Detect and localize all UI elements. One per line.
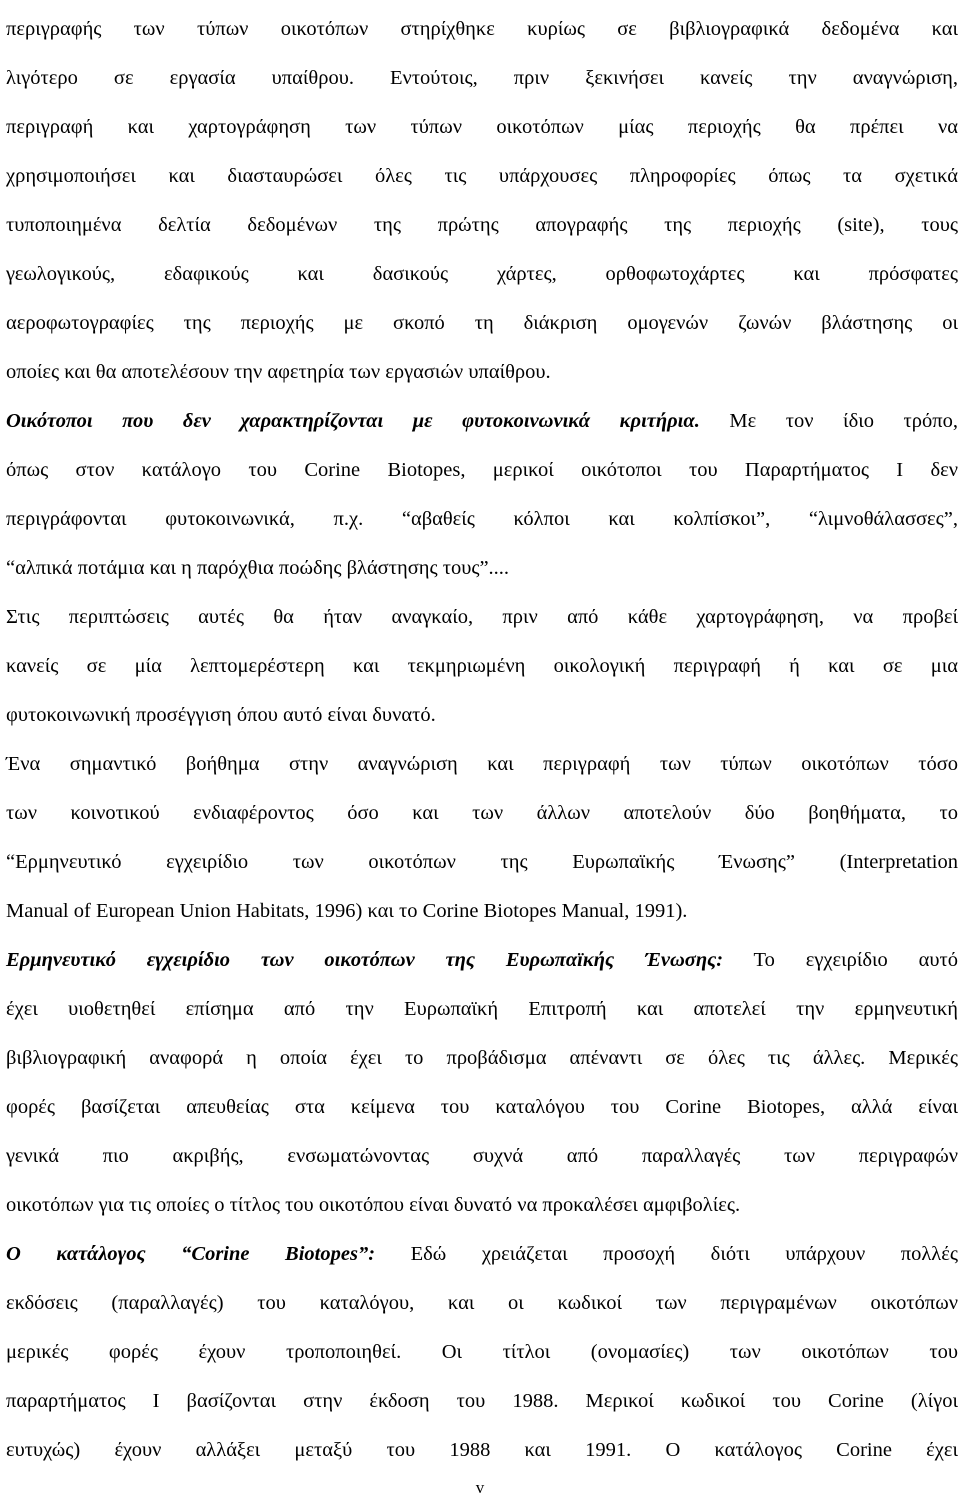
text-line: έχει υιοθετηθεί επίσημα από την Ευρωπαϊκή Επιτροπή και αποτελεί την ερμηνευτική bbox=[6, 998, 958, 1020]
text-line: περιγραφή και χαρτογράφηση των τύπων οικοτόπων μίας περιοχής θα πρέπει να bbox=[6, 116, 958, 138]
text-line: φορές βασίζεται απευθείας στα κείμενα του καταλόγου του Corine Biotopes, αλλά είναι bbox=[6, 1096, 958, 1118]
text-line: γεωλογικούς, εδαφικούς και δασικούς χάρτες, ορθοφωτοχάρτες και πρόσφατες bbox=[6, 263, 958, 285]
heading-continuation: Με τον ίδιο τρόπο, bbox=[699, 410, 958, 432]
text-line: “αλπικά ποτάμια και η παρόχθια ποώδης βλάστησης τους”.... bbox=[6, 557, 510, 579]
text-line: τυποποιημένα δελτία δεδομένων της πρώτης απογραφής της περιοχής (site), τους bbox=[6, 214, 958, 236]
section-heading-non-phyto: Οικότοποι που δεν χαρακτηρίζονται με φυτοκοινωνικά κριτήρια. bbox=[6, 410, 700, 432]
heading-continuation: Εδώ χρειάζεται προσοχή διότι υπάρχουν πολλές bbox=[375, 1243, 958, 1265]
heading-line bbox=[6, 1231, 958, 1277]
page-number: v bbox=[475, 1478, 485, 1497]
heading-line bbox=[6, 937, 958, 983]
text-line: λιγότερο σε εργασία υπαίθρου. Εντούτοις, πριν ξεκινήσει κανείς την αναγνώριση, bbox=[6, 67, 958, 89]
section-heading-manual: Ερμηνευτικό εγχειρίδιο των οικοτόπων της Ευρωπαϊκής Ένωσης: bbox=[6, 949, 724, 971]
text-line: οποίες και θα αποτελέσουν την αφετηρία των εργασιών υπαίθρου. bbox=[6, 361, 551, 383]
text-line: ευτυχώς) έχουν αλλάξει μεταξύ του 1988 και 1991. Ο κατάλογος Corine έχει bbox=[6, 1439, 958, 1461]
text-line: περιγραφής των τύπων οικοτόπων στηρίχθηκε κυρίως σε βιβλιογραφικά δεδομένα και bbox=[6, 18, 958, 40]
text-line: Ένα σημαντικό βοήθημα στην αναγνώριση και περιγραφή των τύπων οικοτόπων τόσο bbox=[6, 753, 958, 775]
text-line: γενικά πιο ακριβής, ενσωματώνοντας συχνά από παραλλαγές των περιγραφών bbox=[6, 1145, 958, 1167]
text-line: όπως στον κατάλογο του Corine Biotopes, μερικοί οικότοποι του Παραρτήματος Ι δεν bbox=[6, 459, 958, 481]
text-line: μερικές φορές έχουν τροποποιηθεί. Οι τίτλοι (ονομασίες) των οικοτόπων του bbox=[6, 1341, 958, 1363]
text-line: παραρτήματος Ι βασίζονται στην έκδοση του 1988. Μερικοί κωδικοί του Corine (λίγοι bbox=[6, 1390, 958, 1412]
text-line: περιγράφονται φυτοκοινωνικά, π.χ. “αβαθείς κόλποι και κολπίσκοι”, “λιμνοθάλασσες”, bbox=[6, 508, 958, 530]
text-line: Στις περιπτώσεις αυτές θα ήταν αναγκαίο, πριν από κάθε χαρτογράφηση, να προβεί bbox=[6, 606, 958, 628]
heading-continuation: Το εγχειρίδιο αυτό bbox=[723, 949, 958, 971]
text-line: οικοτόπων για τις οποίες ο τίτλος του οικοτόπου είναι δυνατό να προκαλέσει αμφιβολίες. bbox=[6, 1194, 741, 1216]
text-line: Manual of European Union Habitats, 1996) και το Corine Biotopes Manual, 1991). bbox=[6, 900, 688, 922]
text-line: “Ερμηνευτικό εγχειρίδιο των οικοτόπων της Ευρωπαϊκής Ένωσης” (Interpretation bbox=[6, 851, 958, 873]
section-heading-catalogue: Ο κατάλογος “Corine Biotopes”: bbox=[6, 1243, 376, 1265]
text-line: των κοινοτικού ενδιαφέροντος όσο και των άλλων αποτελούν δύο βοηθήματα, το bbox=[6, 802, 958, 824]
text-line: κανείς σε μία λεπτομερέστερη και τεκμηριωμένη οικολογική περιγραφή ή και σε μια bbox=[6, 655, 958, 677]
text-line: εκδόσεις (παραλλαγές) του καταλόγου, και οι κωδικοί των περιγραμένων οικοτόπων bbox=[6, 1292, 958, 1314]
text-line: χρησιμοποιήσει και διασταυρώσει όλες τις υπάρχουσες πληροφορίες όπως τα σχετικά bbox=[6, 165, 958, 187]
text-line: φυτοκοινωνική προσέγγιση όπου αυτό είναι δυνατό. bbox=[6, 704, 436, 726]
heading-line bbox=[6, 398, 958, 444]
text-line: βιβλιογραφική αναφορά η οποία έχει το προβάδισμα απέναντι σε όλες τις άλλες. Μερικές bbox=[6, 1047, 958, 1069]
text-line: αεροφωτογραφίες της περιοχής με σκοπό τη διάκριση ομογενών ζωνών βλάστησης οι bbox=[6, 312, 958, 334]
